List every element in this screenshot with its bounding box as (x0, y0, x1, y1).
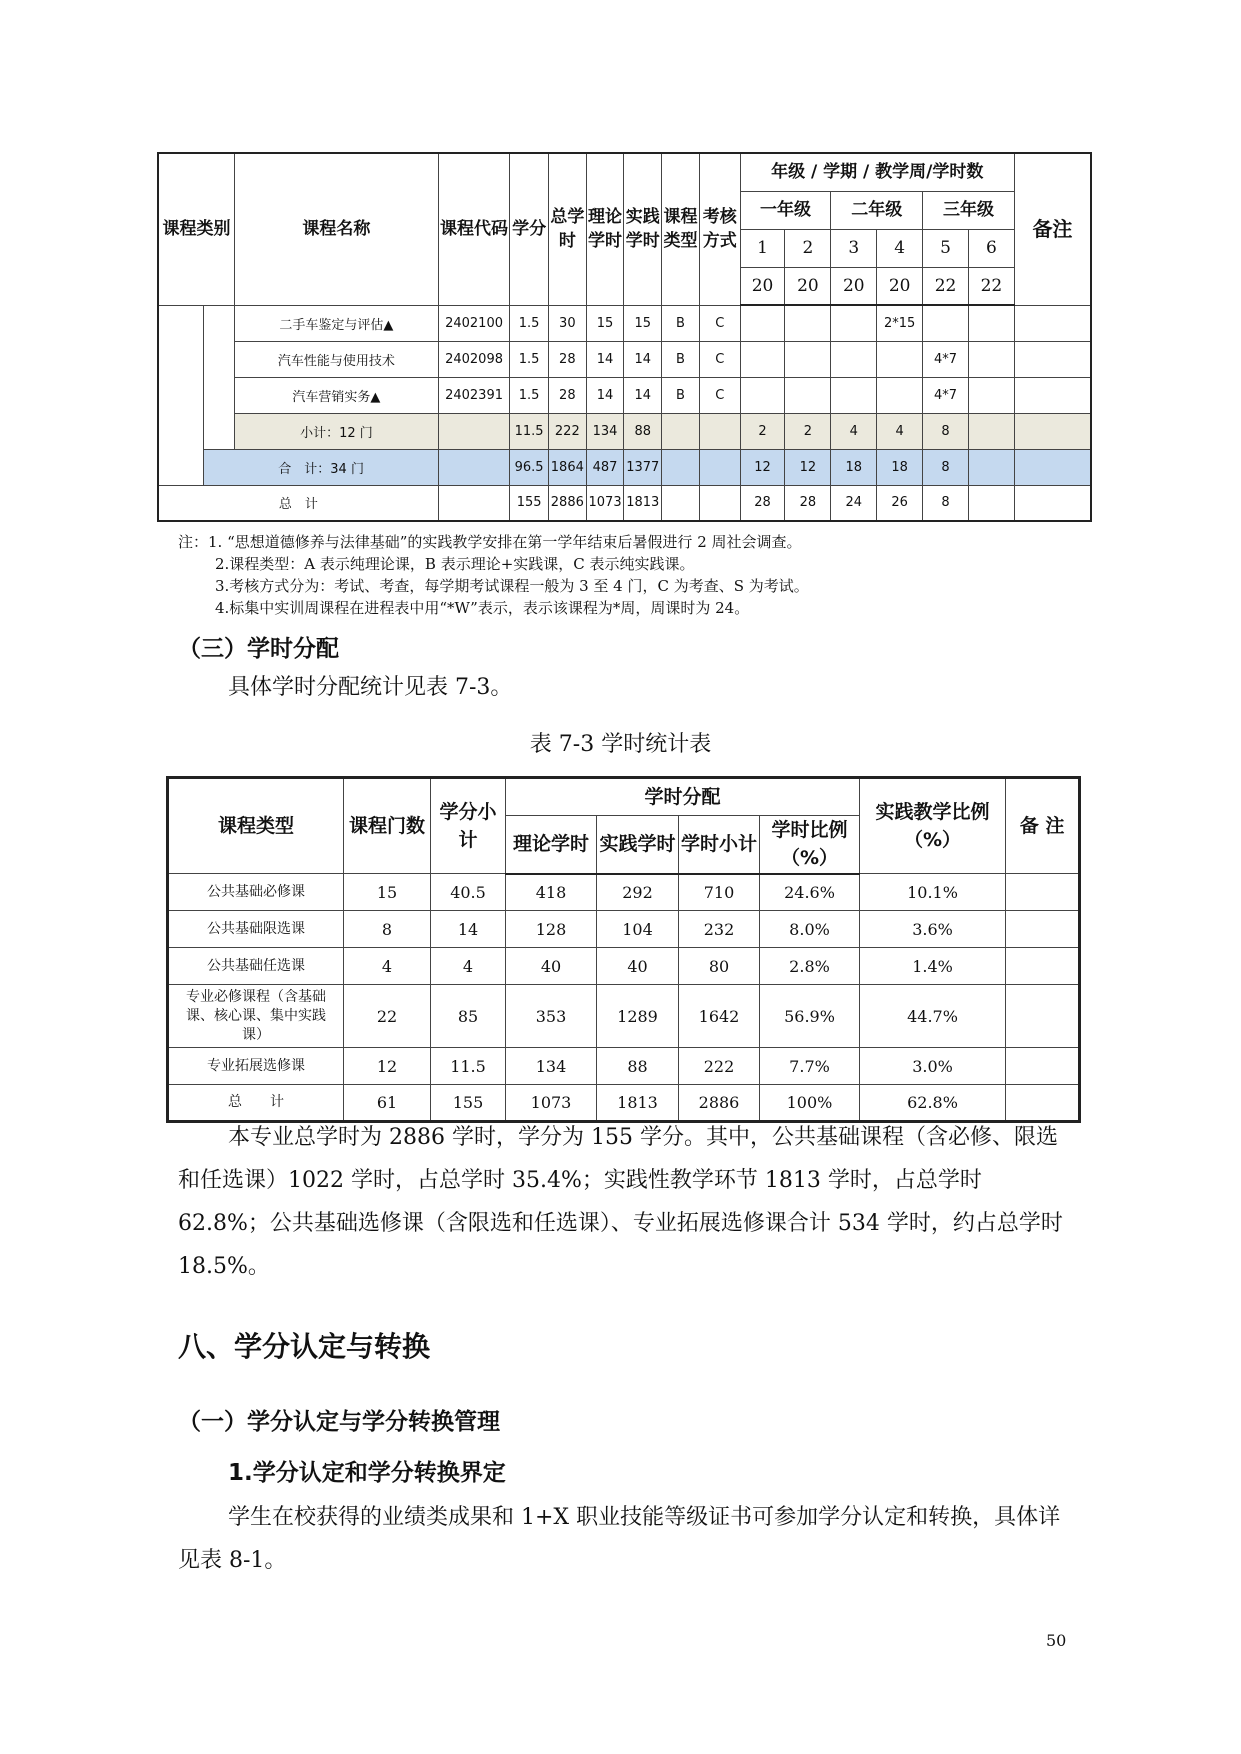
theory-hours: 134 (506, 1048, 597, 1085)
term-hours (968, 413, 1014, 449)
header-term: 1 (740, 229, 785, 267)
practice-hours: 292 (597, 874, 679, 911)
practice-ratio: 3.0% (860, 1048, 1006, 1085)
hours-subtotal: 1642 (679, 985, 760, 1048)
table-row (168, 1048, 1080, 1085)
header-practice-hours: 实践学时 (624, 153, 662, 305)
summary-paragraph (178, 1116, 1068, 1288)
course-type: 专业必修课程（含基础课、核心课、集中实践课） (168, 985, 344, 1048)
theory-hours: 1073 (586, 485, 624, 521)
practice-hours: 1813 (597, 1085, 679, 1122)
header-term: 4 (877, 229, 923, 267)
remark (1014, 485, 1091, 521)
term-hours (831, 305, 877, 341)
assessment (699, 449, 740, 485)
credit: 1.5 (510, 377, 549, 413)
course-code: 2402391 (438, 377, 509, 413)
remark (1014, 449, 1091, 485)
table-row (158, 305, 1091, 341)
remark (1014, 377, 1091, 413)
term-hours: 4 (877, 413, 923, 449)
total-hours: 28 (548, 341, 586, 377)
hours-subtotal: 80 (679, 948, 760, 985)
header-weeks: 22 (923, 267, 969, 305)
course-code: 2402100 (438, 305, 509, 341)
header-theory-hours: 理论学时 (506, 816, 597, 874)
header-remark: 备注 (1014, 153, 1091, 305)
credit: 155 (510, 485, 549, 521)
assessment (699, 485, 740, 521)
credit: 1.5 (510, 305, 549, 341)
credit: 96.5 (510, 449, 549, 485)
table-row (168, 948, 1080, 985)
credit-subtotal: 40.5 (431, 874, 506, 911)
course-name: 汽车营销实务▲ (234, 377, 438, 413)
credit: 11.5 (510, 413, 549, 449)
course-type: 总 计 (168, 1085, 344, 1122)
term-hours (923, 305, 969, 341)
theory-hours: 353 (506, 985, 597, 1048)
theory-hours: 418 (506, 874, 597, 911)
header-course-type: 课程类型 (168, 778, 344, 874)
header-weeks: 20 (785, 267, 831, 305)
course-code (438, 449, 509, 485)
assessment: C (699, 341, 740, 377)
header-course-category: 课程类别 (158, 153, 234, 305)
total-hours: 30 (548, 305, 586, 341)
course-code (438, 485, 509, 521)
practice-hours: 15 (624, 305, 662, 341)
term-hours: 4*7 (923, 377, 969, 413)
term-hours: 2 (740, 413, 785, 449)
total-hours: 28 (548, 377, 586, 413)
header-weeks: 22 (968, 267, 1014, 305)
course-count: 12 (344, 1048, 431, 1085)
term-hours (877, 341, 923, 377)
theory-hours: 487 (586, 449, 624, 485)
subcategory-cell (204, 305, 235, 449)
total-hours: 222 (548, 413, 586, 449)
practice-hours: 1813 (624, 485, 662, 521)
table-caption: 表 7-3 学时统计表 (529, 732, 712, 757)
remark (1014, 341, 1091, 377)
term-hours: 4*7 (923, 341, 969, 377)
course-type: B (662, 341, 700, 377)
term-hours (831, 341, 877, 377)
remark (1006, 948, 1080, 985)
credit-subtotal: 155 (431, 1085, 506, 1122)
table-row (158, 377, 1091, 413)
grand-total-label: 总 计 (158, 485, 438, 521)
term-hours (968, 341, 1014, 377)
course-type: B (662, 377, 700, 413)
header-weeks: 20 (831, 267, 877, 305)
term-hours (740, 341, 785, 377)
term-hours (968, 305, 1014, 341)
course-code (438, 413, 509, 449)
practice-ratio: 3.6% (860, 911, 1006, 948)
term-hours: 18 (831, 449, 877, 485)
subtotal-row (158, 413, 1091, 449)
grand-total-row (158, 485, 1091, 521)
course-type: 公共基础限选课 (168, 911, 344, 948)
total-hours: 2886 (548, 485, 586, 521)
header-course-code: 课程代码 (438, 153, 509, 305)
assessment: C (699, 377, 740, 413)
hours-ratio: 7.7% (760, 1048, 860, 1085)
practice-ratio: 10.1% (860, 874, 1006, 911)
term-hours (740, 305, 785, 341)
theory-hours: 128 (506, 911, 597, 948)
subsection-text: 学生在校获得的业绩类成果和 1+X 职业技能等级证书可参加学分认定和转换，具体详见表 8-1。 (178, 1505, 1061, 1573)
header-grade-term: 年级 / 学期 / 教学周/学时数 (740, 153, 1014, 191)
header-course-count: 课程门数 (344, 778, 431, 874)
course-type: 公共基础任选课 (168, 948, 344, 985)
practice-hours: 104 (597, 911, 679, 948)
header-credit-subtotal: 学分小计 (431, 778, 506, 874)
term-hours (740, 377, 785, 413)
header-course-name: 课程名称 (234, 153, 438, 305)
hours-subtotal: 232 (679, 911, 760, 948)
term-hours: 18 (877, 449, 923, 485)
practice-hours: 14 (624, 377, 662, 413)
total-hours: 1864 (548, 449, 586, 485)
term-hours: 28 (740, 485, 785, 521)
term-hours (831, 377, 877, 413)
header-term: 2 (785, 229, 831, 267)
term-hours (785, 341, 831, 377)
remark (1006, 1048, 1080, 1085)
header-term: 6 (968, 229, 1014, 267)
table-row (168, 985, 1080, 1048)
course-count: 4 (344, 948, 431, 985)
practice-ratio: 44.7% (860, 985, 1006, 1048)
course-type (662, 449, 700, 485)
practice-ratio: 62.8% (860, 1085, 1006, 1122)
credit-subtotal: 14 (431, 911, 506, 948)
course-plan-table (157, 152, 1092, 522)
term-hours: 2 (785, 413, 831, 449)
practice-hours: 1289 (597, 985, 679, 1048)
hours-subtotal: 222 (679, 1048, 760, 1085)
hours-ratio: 24.6% (760, 874, 860, 911)
hours-ratio: 2.8% (760, 948, 860, 985)
course-type: B (662, 305, 700, 341)
subsection-title: （一）学分认定与学分转换管理 (178, 1409, 500, 1435)
remark (1006, 985, 1080, 1048)
remark (1006, 874, 1080, 911)
subtotal-label: 小计：12 门 (234, 413, 438, 449)
term-hours: 26 (877, 485, 923, 521)
course-count: 8 (344, 911, 431, 948)
section-title: （三）学时分配 (178, 636, 339, 662)
header-assessment: 考核方式 (699, 153, 740, 305)
header-weeks: 20 (740, 267, 785, 305)
term-hours (785, 305, 831, 341)
remark (1006, 911, 1080, 948)
credit-subtotal: 4 (431, 948, 506, 985)
hours-subtotal: 2886 (679, 1085, 760, 1122)
assessment: C (699, 305, 740, 341)
header-practice-hours: 实践学时 (597, 816, 679, 874)
sum-row (158, 449, 1091, 485)
theory-hours: 15 (586, 305, 624, 341)
term-hours: 2*15 (877, 305, 923, 341)
hours-ratio: 56.9% (760, 985, 860, 1048)
header-total-hours: 总学时 (548, 153, 586, 305)
header-practice-ratio: 实践教学比例（%） (860, 778, 1006, 874)
term-hours (877, 377, 923, 413)
course-code: 2402098 (438, 341, 509, 377)
section-text: 具体学时分配统计见表 7-3。 (228, 675, 513, 700)
course-count: 22 (344, 985, 431, 1048)
practice-hours: 40 (597, 948, 679, 985)
term-hours: 12 (785, 449, 831, 485)
term-hours: 12 (740, 449, 785, 485)
table-notes (178, 531, 1078, 619)
header-term: 3 (831, 229, 877, 267)
term-hours: 8 (923, 449, 969, 485)
course-type: 专业拓展选修课 (168, 1048, 344, 1085)
practice-hours: 14 (624, 341, 662, 377)
term-hours: 28 (785, 485, 831, 521)
header-hours-allocation: 学时分配 (506, 778, 860, 816)
theory-hours: 14 (586, 341, 624, 377)
theory-hours: 40 (506, 948, 597, 985)
chapter-title: 八、学分认定与转换 (178, 1330, 431, 1363)
note-line: 3.考核方式分为：考试、考查，每学期考试课程一般为 3 至 4 门，C 为考查、S 为考试。 (215, 577, 809, 595)
header-weeks: 20 (877, 267, 923, 305)
header-remark: 备 注 (1006, 778, 1080, 874)
course-type (662, 485, 700, 521)
header-year-2: 二年级 (831, 191, 923, 229)
course-count: 61 (344, 1085, 431, 1122)
course-count: 15 (344, 874, 431, 911)
note-line: 2.课程类型：A 表示纯理论课，B 表示理论+实践课，C 表示纯实践课。 (215, 555, 695, 573)
course-name: 汽车性能与使用技术 (234, 341, 438, 377)
header-hours-ratio: 学时比例（%） (760, 816, 860, 874)
hours-ratio: 100% (760, 1085, 860, 1122)
header-credit: 学分 (510, 153, 549, 305)
term-hours (968, 377, 1014, 413)
credit-subtotal: 11.5 (431, 1048, 506, 1085)
sum-label: 合 计：34 门 (204, 449, 439, 485)
theory-hours: 14 (586, 377, 624, 413)
hours-ratio: 8.0% (760, 911, 860, 948)
credit-subtotal: 85 (431, 985, 506, 1048)
assessment (699, 413, 740, 449)
term-hours (968, 485, 1014, 521)
table-row (168, 874, 1080, 911)
practice-ratio: 1.4% (860, 948, 1006, 985)
header-year-3: 三年级 (923, 191, 1015, 229)
term-hours: 8 (923, 413, 969, 449)
category-cell (158, 305, 204, 485)
header-theory-hours: 理论学时 (586, 153, 624, 305)
remark (1014, 413, 1091, 449)
term-hours: 8 (923, 485, 969, 521)
summary-text: 本专业总学时为 2886 学时，学分为 155 学分。其中，公共基础课程（含必修、限选和任选课）1022 学时，占总学时 35.4%；实践性教学环节 1813 学时，占总学时 62.8%；公共基础选修课（含限选和任选课）、专业拓展选修课合计 534 学时，约占总学时 18.5%。 (178, 1125, 1063, 1279)
subsubsection-title: 1.学分认定和学分转换界定 (228, 1460, 506, 1486)
header-course-type: 课程类型 (662, 153, 700, 305)
term-hours (968, 449, 1014, 485)
table-row (168, 911, 1080, 948)
header-term: 5 (923, 229, 969, 267)
theory-hours: 134 (586, 413, 624, 449)
course-name: 二手车鉴定与评估▲ (234, 305, 438, 341)
header-hours-subtotal: 学时小计 (679, 816, 760, 874)
practice-hours: 88 (624, 413, 662, 449)
page-number: 50 (1046, 1631, 1067, 1650)
term-hours: 4 (831, 413, 877, 449)
practice-hours: 88 (597, 1048, 679, 1085)
term-hours: 24 (831, 485, 877, 521)
hours-subtotal: 710 (679, 874, 760, 911)
practice-hours: 1377 (624, 449, 662, 485)
credit: 1.5 (510, 341, 549, 377)
theory-hours: 1073 (506, 1085, 597, 1122)
hours-statistics-table (166, 776, 1081, 1123)
remark (1014, 305, 1091, 341)
note-line: 注：1. “思想道德修养与法律基础”的实践教学安排在第一学年结束后暑假进行 2 周社会调查。 (178, 533, 802, 551)
note-line: 4.标集中实训周课程在进程表中用“*W”表示，表示该课程为*周，周课时为 24。 (215, 599, 750, 617)
subsection-paragraph (178, 1496, 1068, 1582)
course-type: 公共基础必修课 (168, 874, 344, 911)
term-hours (785, 377, 831, 413)
table-row (158, 341, 1091, 377)
header-year-1: 一年级 (740, 191, 831, 229)
course-type (662, 413, 700, 449)
